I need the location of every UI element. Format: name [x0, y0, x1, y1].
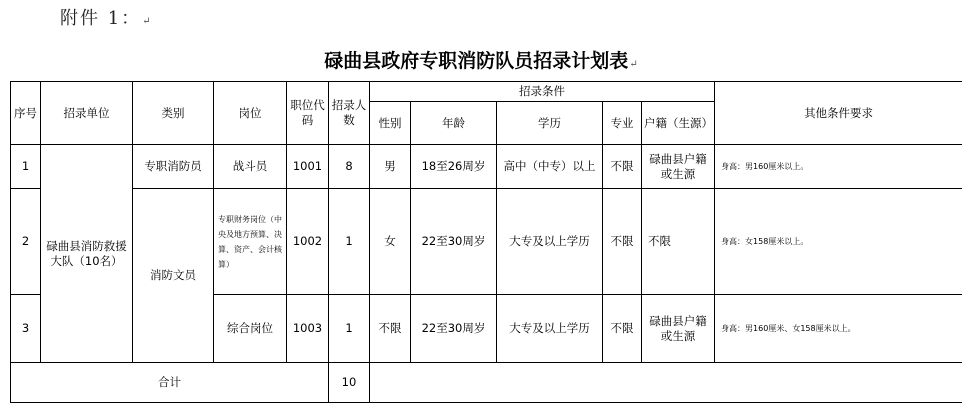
row-huji: 不限 — [642, 189, 715, 295]
row-education: 大专及以上学历 — [497, 189, 603, 295]
header-education: 学历 — [497, 102, 603, 145]
total-count: 10 — [329, 363, 370, 403]
row-seq: 1 — [11, 145, 41, 189]
row-gender: 不限 — [370, 295, 411, 363]
row-age: 18至26周岁 — [411, 145, 497, 189]
header-category: 类别 — [133, 82, 214, 145]
header-other: 其他条件要求 — [715, 82, 962, 145]
row-major: 不限 — [603, 189, 642, 295]
row-category: 消防文员 — [133, 189, 214, 363]
header-conditions: 招录条件 — [370, 82, 715, 102]
header-major: 专业 — [603, 102, 642, 145]
row-age: 22至30周岁 — [411, 189, 497, 295]
header-post: 岗位 — [214, 82, 287, 145]
header-age: 年龄 — [411, 102, 497, 145]
table-row — [11, 145, 962, 189]
row-education: 大专及以上学历 — [497, 295, 603, 363]
total-empty — [370, 363, 962, 403]
header-gender: 性别 — [370, 102, 411, 145]
header-count: 招录人数 — [329, 82, 370, 145]
table-row — [11, 189, 962, 295]
header-code: 职位代码 — [287, 82, 329, 145]
row-code: 1003 — [287, 295, 329, 363]
row-code: 1002 — [287, 189, 329, 295]
row-count: 1 — [329, 189, 370, 295]
total-label: 合计 — [11, 363, 329, 403]
row-post: 综合岗位 — [214, 295, 287, 363]
row-gender: 男 — [370, 145, 411, 189]
row-seq: 3 — [11, 295, 41, 363]
row-category: 专职消防员 — [133, 145, 214, 189]
row-huji: 碌曲县户籍或生源 — [642, 295, 715, 363]
page-title: 碌曲县政府专职消防队员招录计划表↵ — [324, 50, 638, 72]
header-unit: 招录单位 — [41, 82, 133, 145]
row-count: 1 — [329, 295, 370, 363]
recruitment-plan-table — [10, 81, 962, 403]
row-major: 不限 — [603, 145, 642, 189]
unit-name-cell: 碌曲县消防救援大队（10名） — [41, 145, 133, 363]
row-count: 8 — [329, 145, 370, 189]
row-post: 专职财务岗位（中央及地方预算、决算、资产、会计核算） — [214, 189, 287, 295]
row-other: 身高：女158厘米以上。 — [715, 189, 962, 295]
row-post: 战斗员 — [214, 145, 287, 189]
row-code: 1001 — [287, 145, 329, 189]
row-education: 高中（中专）以上 — [497, 145, 603, 189]
row-gender: 女 — [370, 189, 411, 295]
row-major: 不限 — [603, 295, 642, 363]
header-seq: 序号 — [11, 82, 41, 145]
row-other: 身高：男160厘米、女158厘米以上。 — [715, 295, 962, 363]
row-seq: 2 — [11, 189, 41, 295]
attachment-label: 附件 1：↵ — [60, 8, 153, 29]
header-huji: 户籍（生源） — [642, 102, 715, 145]
row-age: 22至30周岁 — [411, 295, 497, 363]
total-row — [11, 363, 962, 403]
row-huji: 碌曲县户籍或生源 — [642, 145, 715, 189]
row-other: 身高：男160厘米以上。 — [715, 145, 962, 189]
